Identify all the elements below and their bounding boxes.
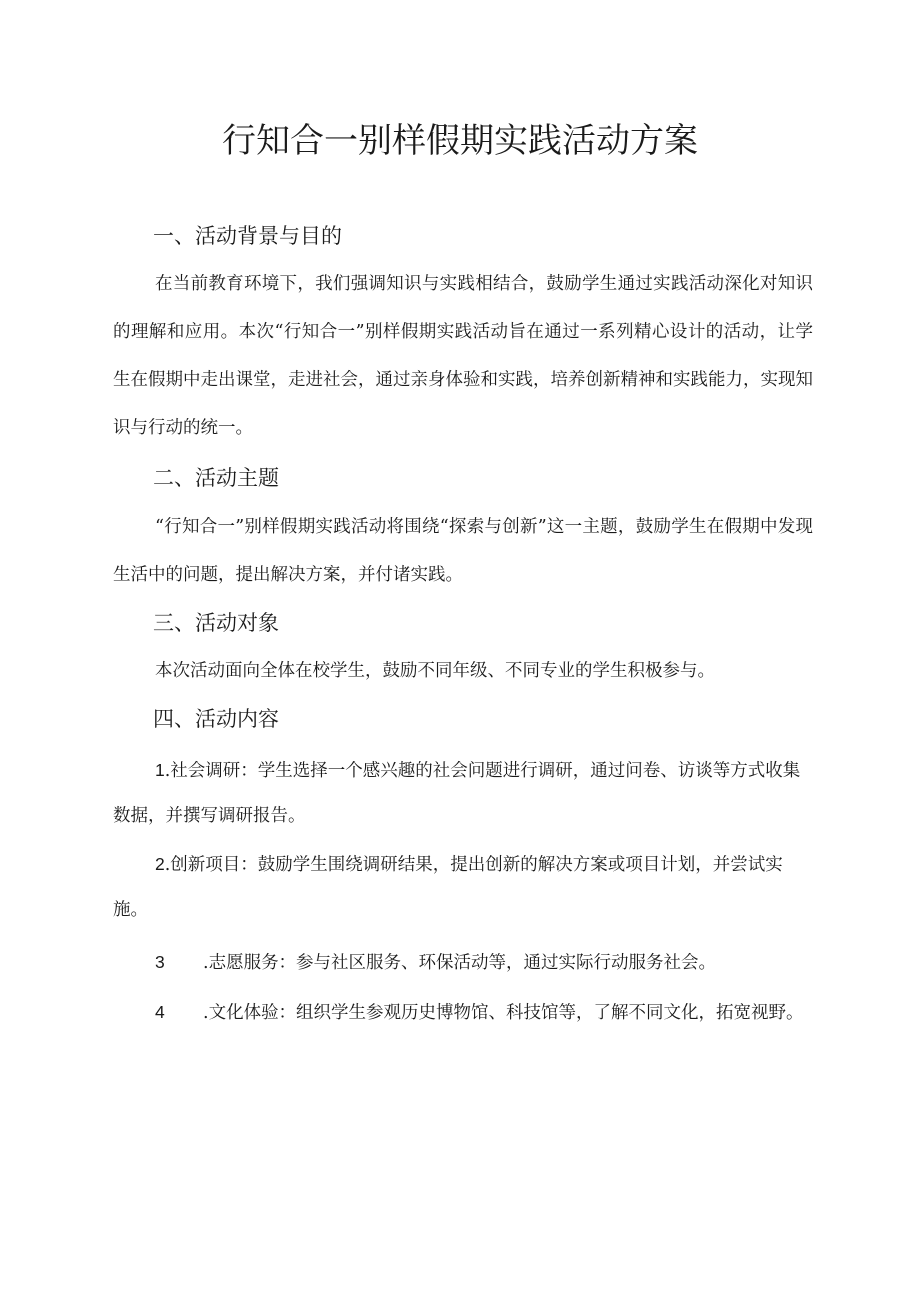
section-heading-audience: 三、活动对象: [153, 611, 279, 635]
list-item: [113, 842, 813, 933]
section-heading-content: 四、活动内容: [153, 707, 279, 731]
section-heading-background: 一、活动背景与目的: [153, 224, 342, 248]
list-item-text: .文化体验：组织学生参观历史博物馆、科技馆等，了解不同文化，拓宽视野。: [203, 1003, 804, 1023]
section-paragraph-theme: “行知合一”别样假期实践活动将围绕“探索与创新”这一主题，鼓励学生在假期中发现生活中的问题，提出解决方案，并付诸实践。: [113, 517, 813, 585]
list-item: [113, 987, 813, 1038]
list-item-text: .志愿服务：参与社区服务、环保活动等，通过实际行动服务社会。: [203, 953, 717, 973]
list-item-text: .创新项目：鼓励学生围绕调研结果，提出创新的解决方案或项目计划，并尝试实施。: [113, 855, 783, 920]
list-item-number: 2: [155, 854, 165, 874]
list-item: [113, 940, 813, 986]
section-paragraph-background: 在当前教育环境下，我们强调知识与实践相结合，鼓励学生通过实践活动深化对知识的理解和应用。本次“行知合一”别样假期实践活动旨在通过一系列精心设计的活动，让学生在假期中走出课堂，走进社会，通过亲身体验和实践，培养创新精神和实践能力，实现知识与行动的统一。: [113, 274, 813, 438]
document-title: 行知合一别样假期实践活动方案: [222, 121, 698, 161]
list-item-number: 3: [155, 952, 165, 972]
section-paragraph-audience: 本次活动面向全体在校学生，鼓励不同年级、不同专业的学生积极参与。: [155, 661, 715, 681]
list-item-number: 4: [155, 1002, 165, 1022]
list-item: [113, 748, 813, 839]
list-item-number: 1: [155, 760, 165, 780]
list-item-text: .社会调研：学生选择一个感兴趣的社会问题进行调研，通过问卷、访谈等方式收集数据，并撰写调研报告。: [113, 761, 801, 826]
section-heading-theme: 二、活动主题: [153, 466, 279, 490]
